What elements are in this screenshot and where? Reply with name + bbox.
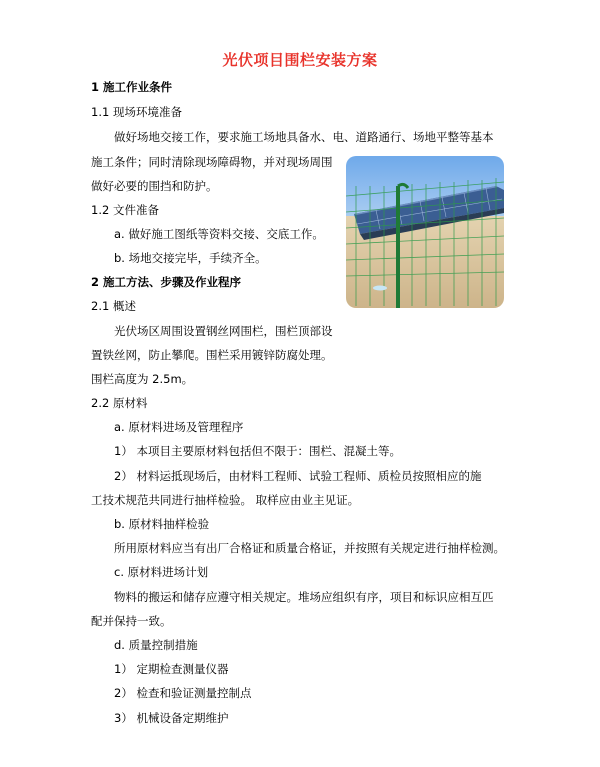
section-2-2-heading: 2.2 原材料 — [91, 396, 148, 410]
paragraph-line: 物料的搬运和储存应遵守相关规定。堆场应组织有序，项目和标识应相互匹 — [114, 590, 494, 604]
list-item-continuation: 工技术规范共同进行抽样检验。 取样应由业主见证。 — [91, 493, 360, 507]
paragraph-line: 光伏场区周围设置钢丝网围栏，围栏顶部设 — [114, 324, 333, 338]
section-1-2-heading: 1.2 文件准备 — [91, 203, 159, 217]
section-2-1-heading: 2.1 概述 — [91, 299, 136, 313]
section-1-1-heading: 1.1 现场环境准备 — [91, 105, 182, 119]
list-item: b. 场地交接完毕，手续齐全。 — [114, 251, 267, 265]
paragraph-line: 施工条件；同时清除现场障碍物，并对现场周围 — [91, 155, 333, 169]
paragraph-line: 置铁丝网，防止攀爬。围栏采用镀锌防腐处理。 — [91, 348, 333, 362]
paragraph-line: 围栏高度为 2.5m。 — [91, 372, 194, 386]
list-item: b. 原材料抽样检验 — [114, 517, 210, 531]
list-item: 2） 材料运抵现场后，由材料工程师、试验工程师、质检员按照相应的施 — [114, 469, 482, 483]
list-item: a. 做好施工图纸等资料交接、交底工作。 — [114, 227, 324, 241]
paragraph-line: 做好必要的围挡和防护。 — [91, 179, 218, 193]
list-item: 3） 机械设备定期维护 — [114, 711, 229, 725]
paragraph-line: 配并保持一致。 — [91, 614, 172, 628]
section-1-heading: 1 施工作业条件 — [91, 80, 173, 94]
list-item: a. 原材料进场及管理程序 — [114, 420, 244, 434]
list-item: c. 原材料进场计划 — [114, 565, 209, 579]
list-item: 2） 检查和验证测量控制点 — [114, 686, 252, 700]
list-item: 1） 定期检查测量仪器 — [114, 662, 229, 676]
solar-fence-photo — [346, 156, 504, 308]
list-item: d. 质量控制措施 — [114, 638, 198, 652]
list-item: 1） 本项目主要原材料包括但不限于：围栏、混凝土等。 — [114, 444, 401, 458]
paragraph-line: 所用原材料应当有出厂合格证和质量合格证，并按照有关规定进行抽样检测。 — [114, 541, 505, 555]
section-2-heading: 2 施工方法、步骤及作业程序 — [91, 275, 242, 289]
page-title: 光伏项目围栏安装方案 — [222, 51, 378, 69]
paragraph-line: 做好场地交接工作，要求施工场地具备水、电、道路通行、场地平整等基本 — [114, 130, 494, 144]
